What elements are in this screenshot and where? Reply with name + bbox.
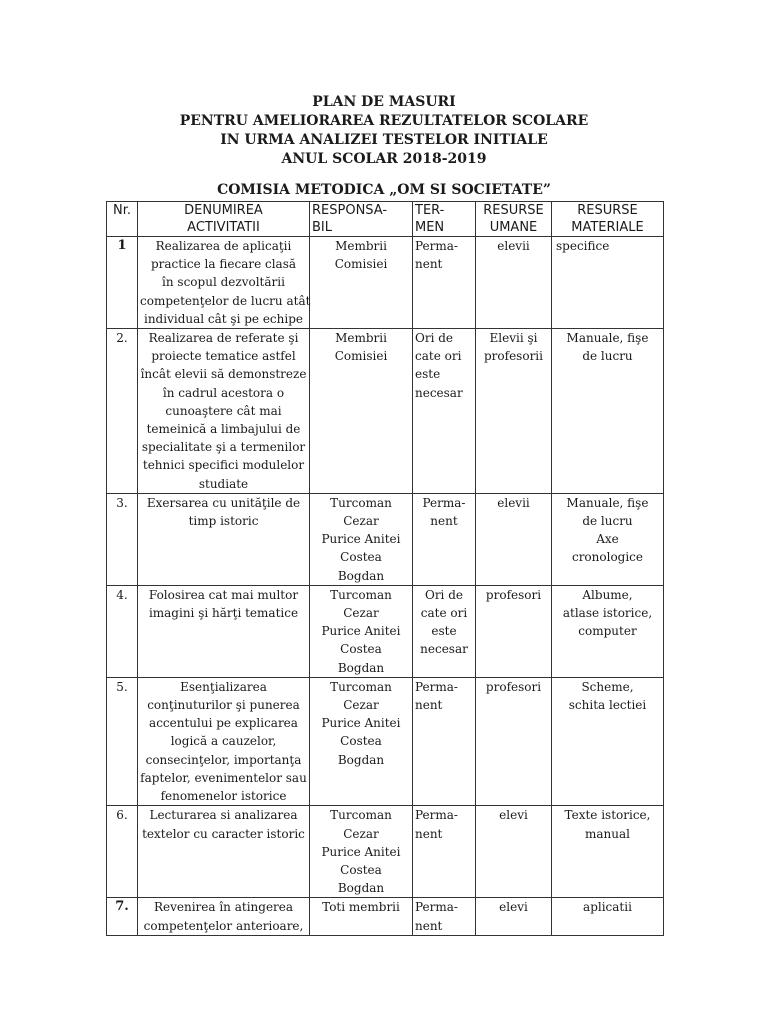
row-number: 4. [107, 585, 138, 677]
material-resources-cell: Manuale, fişe de lucru [552, 329, 664, 494]
row-number: 5. [107, 677, 138, 805]
title-line-1: PLAN DE MASURI [312, 94, 456, 110]
activity-cell: Realizarea de referate şi proiecte tematice astfel încât elevii să demonstreze în cadrul acestora o cunoaştere cât mai temeinică a limbajului de specialitate şi a termenilor tehnici specifici modulelor studiate [138, 329, 310, 494]
title-line-2: PENTRU AMELIORAREA REZULTATELOR SCOLARE [179, 113, 589, 129]
term-cell: Perma- nent [413, 237, 476, 329]
activity-cell: Lecturarea si analizarea textelor cu caracter istoric [138, 806, 310, 898]
activity-cell: Revenirea în atingerea competenţelor anterioare, [138, 898, 310, 935]
measures-table [106, 201, 664, 936]
human-resources-cell: elevi [476, 898, 552, 935]
term-cell: Ori de cate ori este necesar [413, 585, 476, 677]
table-row [107, 585, 664, 677]
term-cell: Perma- nent [413, 493, 476, 585]
header-human-resources: RESURSE UMANE [476, 202, 552, 237]
table-row [107, 806, 664, 898]
commission-title: COMISIA METODICA „OM SI SOCIETATE” [217, 182, 551, 198]
title-line-3: IN URMA ANALIZEI TESTELOR INITIALE [220, 132, 548, 148]
title-line-4: ANUL SCOLAR 2018-2019 [281, 151, 487, 167]
material-resources-cell: Scheme, schita lectiei [552, 677, 664, 805]
activity-cell: Esenţializarea conţinuturilor şi punerea accentului pe explicarea logică a cauzelor, consecinţelor, importanţa faptelor, evenimentelor sau fenomenelor istorice [138, 677, 310, 805]
document-title [0, 93, 768, 169]
table-header-row [107, 202, 664, 237]
header-activity: DENUMIREA ACTIVITATII [138, 202, 310, 237]
table-row [107, 237, 664, 329]
material-resources-cell: Albume, atlase istorice, computer [552, 585, 664, 677]
table-row [107, 898, 664, 935]
term-cell: Perma- nent [413, 898, 476, 935]
responsible-cell: Toti membrii [310, 898, 413, 935]
row-number: 6. [107, 806, 138, 898]
term-cell: Perma- nent [413, 677, 476, 805]
header-nr: Nr. [107, 202, 138, 237]
material-resources-cell: Texte istorice, manual [552, 806, 664, 898]
table-row [107, 329, 664, 494]
material-resources-cell: Manuale, fişe de lucru Axe cronologice [552, 493, 664, 585]
activity-cell: Realizarea de aplicaţii practice la fiecare clasă în scopul dezvoltării competenţelor de lucru atât individual cât şi pe echipe [138, 237, 310, 329]
human-resources-cell: Elevii şi profesorii [476, 329, 552, 494]
row-number: 7. [107, 898, 138, 935]
activity-cell: Folosirea cat mai multor imagini şi hărţi tematice [138, 585, 310, 677]
term-cell: Ori de cate ori este necesar [413, 329, 476, 494]
header-responsible: RESPONSA- BIL [310, 202, 413, 237]
human-resources-cell: elevi [476, 806, 552, 898]
table-row [107, 493, 664, 585]
responsible-cell: Membrii Comisiei [310, 329, 413, 494]
human-resources-cell: elevii [476, 237, 552, 329]
material-resources-cell: specifice [552, 237, 664, 329]
responsible-cell: Turcoman Cezar Purice Anitei Costea Bogdan [310, 585, 413, 677]
header-term: TER- MEN [413, 202, 476, 237]
responsible-cell: Turcoman Cezar Purice Anitei Costea Bogdan [310, 493, 413, 585]
human-resources-cell: elevii [476, 493, 552, 585]
term-cell: Perma- nent [413, 806, 476, 898]
responsible-cell: Turcoman Cezar Purice Anitei Costea Bogdan [310, 677, 413, 805]
header-material-resources: RESURSE MATERIALE [552, 202, 664, 237]
row-number: 3. [107, 493, 138, 585]
human-resources-cell: profesori [476, 677, 552, 805]
row-number: 2. [107, 329, 138, 494]
responsible-cell: Membrii Comisiei [310, 237, 413, 329]
responsible-cell: Turcoman Cezar Purice Anitei Costea Bogdan [310, 806, 413, 898]
material-resources-cell: aplicatii [552, 898, 664, 935]
row-number: 1 [107, 237, 138, 329]
activity-cell: Exersarea cu unităţile de timp istoric [138, 493, 310, 585]
table-row [107, 677, 664, 805]
human-resources-cell: profesori [476, 585, 552, 677]
